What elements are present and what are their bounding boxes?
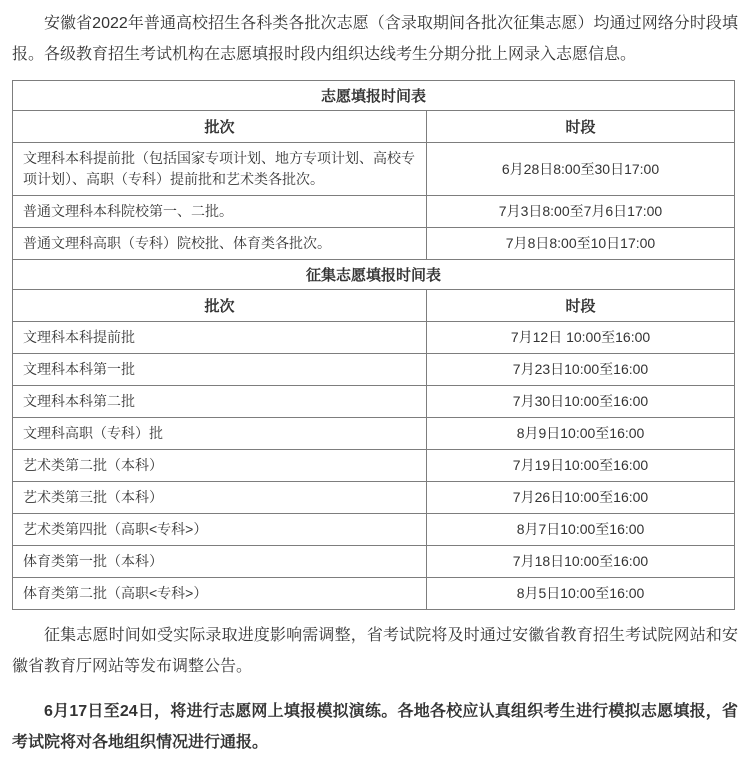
table-row (13, 578, 735, 610)
time-cell: 7月12日 10:00至16:00 (427, 322, 735, 354)
table-caption-row (13, 260, 735, 290)
time-cell: 7月3日8:00至7月6日17:00 (427, 196, 735, 228)
time-cell: 7月23日10:00至16:00 (427, 354, 735, 386)
table-row (13, 196, 735, 228)
table-row (13, 482, 735, 514)
time-cell: 7月19日10:00至16:00 (427, 450, 735, 482)
batch-cell: 文理科本科第二批 (13, 386, 427, 418)
column-header-batch: 批次 (13, 290, 427, 322)
table-header-row (13, 111, 735, 143)
column-header-time: 时段 (427, 290, 735, 322)
table-row (13, 228, 735, 260)
batch-cell: 艺术类第三批（本科） (13, 482, 427, 514)
table-row (13, 143, 735, 196)
time-cell: 6月28日8:00至30日17:00 (427, 143, 735, 196)
schedule-table (12, 80, 735, 610)
time-cell: 8月9日10:00至16:00 (427, 418, 735, 450)
mock-drill-paragraph: 6月17日至24日，将进行志愿网上填报模拟演练。各地各校应认真组织考生进行模拟志愿填报，省考试院将对各地组织情况进行通报。 (12, 703, 738, 751)
table-caption-main: 志愿填报时间表 (13, 81, 735, 111)
table-row (13, 450, 735, 482)
table-row (13, 354, 735, 386)
batch-cell: 艺术类第二批（本科） (13, 450, 427, 482)
table-caption-row (13, 81, 735, 111)
time-cell: 7月26日10:00至16:00 (427, 482, 735, 514)
time-cell: 7月18日10:00至16:00 (427, 546, 735, 578)
batch-cell: 文理科本科提前批（包括国家专项计划、地方专项计划、高校专项计划）、高职（专科）提前批和艺术类各批次。 (13, 143, 427, 196)
table-caption-collect: 征集志愿填报时间表 (13, 260, 735, 290)
batch-cell: 文理科本科提前批 (13, 322, 427, 354)
table-row (13, 386, 735, 418)
batch-cell: 体育类第一批（本科） (13, 546, 427, 578)
batch-cell: 体育类第二批（高职<专科>） (13, 578, 427, 610)
table-row (13, 322, 735, 354)
batch-cell: 普通文理科高职（专科）院校批、体育类各批次。 (13, 228, 427, 260)
column-header-batch: 批次 (13, 111, 427, 143)
adjustment-note-paragraph: 征集志愿时间如受实际录取进度影响需调整，省考试院将及时通过安徽省教育招生考试院网站和安徽省教育厅网站等发布调整公告。 (12, 627, 738, 675)
table-header-row (13, 290, 735, 322)
table-row (13, 546, 735, 578)
table-row (13, 418, 735, 450)
batch-cell: 普通文理科本科院校第一、二批。 (13, 196, 427, 228)
intro-paragraph: 安徽省2022年普通高校招生各科类各批次志愿（含录取期间各批次征集志愿）均通过网络分时段填报。各级教育招生考试机构在志愿填报时段内组织达线考生分期分批上网录入志愿信息。 (12, 15, 738, 63)
column-header-time: 时段 (427, 111, 735, 143)
batch-cell: 艺术类第四批（高职<专科>） (13, 514, 427, 546)
time-cell: 8月5日10:00至16:00 (427, 578, 735, 610)
table-row (13, 514, 735, 546)
time-cell: 7月8日8:00至10日17:00 (427, 228, 735, 260)
time-cell: 7月30日10:00至16:00 (427, 386, 735, 418)
batch-cell: 文理科本科第一批 (13, 354, 427, 386)
batch-cell: 文理科高职（专科）批 (13, 418, 427, 450)
time-cell: 8月7日10:00至16:00 (427, 514, 735, 546)
